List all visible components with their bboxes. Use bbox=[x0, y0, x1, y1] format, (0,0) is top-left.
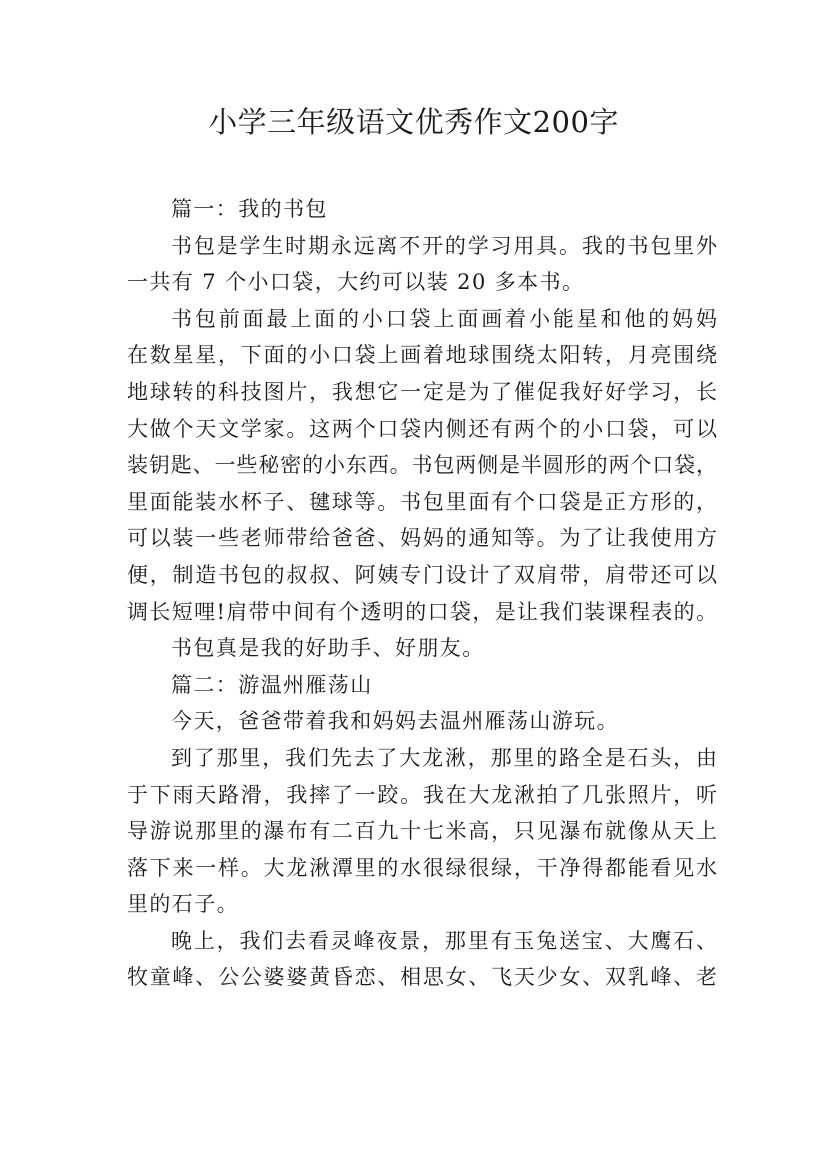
text-line: 篇一：我的书包 bbox=[171, 197, 328, 221]
text-line: 地球转的科技图片，我想它一定是为了催促我好好学习，长 bbox=[127, 379, 717, 404]
text-line: 书包前面最上面的小口袋上面画着小能星和他的妈妈 bbox=[171, 306, 717, 331]
text-line: 一共有 7 个小口袋，大约可以装 20 多本书。 bbox=[127, 270, 585, 295]
text-line: 在数星星，下面的小口袋上画着地球围绕太阳转，月亮围绕 bbox=[127, 343, 717, 368]
text-line: 里的石子。 bbox=[127, 892, 239, 917]
text-line: 调长短哩!肩带中间有个透明的口袋，是让我们装课程表的。 bbox=[127, 599, 717, 624]
document-title: 小学三年级语文优秀作文200字 bbox=[208, 105, 619, 139]
text-line: 晚上，我们去看灵峰夜景，那里有玉兔送宝、大鹰石、 bbox=[171, 928, 717, 953]
text-line: 书包是学生时期永远离不开的学习用具。我的书包里外 bbox=[171, 233, 717, 258]
text-line: 书包真是我的好助手、好朋友。 bbox=[171, 636, 485, 661]
text-line: 便，制造书包的叔叔、阿姨专门设计了双肩带，肩带还可以 bbox=[127, 562, 717, 587]
text-line: 可以装一些老师带给爸爸、妈妈的通知等。为了让我使用方 bbox=[127, 526, 717, 551]
text-line: 于下雨天路滑，我摔了一跤。我在大龙湫拍了几张照片，听 bbox=[127, 782, 717, 807]
text-line: 装钥匙、一些秘密的小东西。书包两侧是半圆形的两个口袋， bbox=[127, 453, 717, 478]
text-line: 今天，爸爸带着我和妈妈去温州雁荡山游玩。 bbox=[171, 709, 619, 734]
text-line: 落下来一样。大龙湫潭里的水很绿很绿，干净得都能看见水 bbox=[127, 855, 717, 880]
text-line: 导游说那里的瀑布有二百九十七米高，只见瀑布就像从天上 bbox=[127, 819, 717, 844]
text-line: 里面能装水杯子、毽球等。书包里面有个口袋是正方形的， bbox=[127, 489, 717, 514]
text-line: 到了那里，我们先去了大龙湫，那里的路全是石头，由 bbox=[171, 745, 717, 770]
text-line: 牧童峰、公公婆婆黄昏恋、相思女、飞天少女、双乳峰、老 bbox=[127, 965, 717, 990]
text-line: 篇二：游温州雁荡山 bbox=[171, 672, 373, 697]
document-body bbox=[127, 191, 717, 996]
text-line: 大做个天文学家。这两个口袋内侧还有两个的小口袋，可以 bbox=[127, 416, 717, 441]
